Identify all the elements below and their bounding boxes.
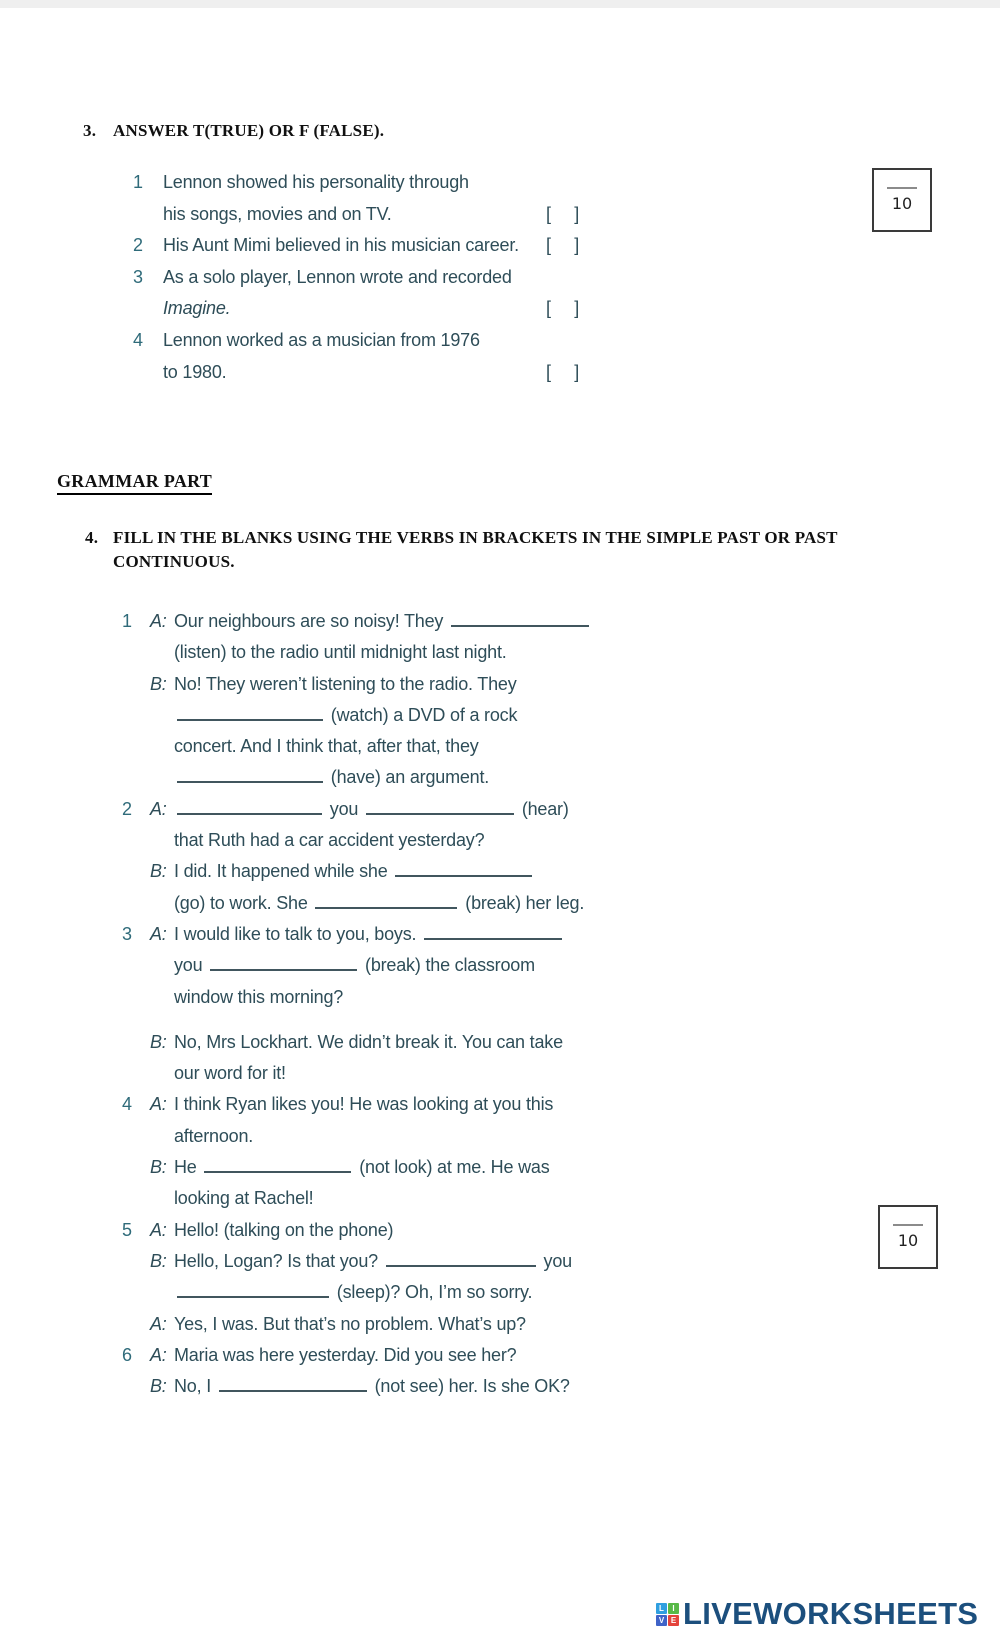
text-segment: you bbox=[538, 1250, 572, 1271]
speaker-label bbox=[150, 1183, 174, 1214]
fill-in-blank[interactable] bbox=[386, 1252, 536, 1267]
speaker-label bbox=[150, 637, 174, 668]
dialogue-row bbox=[110, 1371, 700, 1402]
dialogue-row bbox=[110, 1089, 700, 1120]
text-segment: Hello! (talking on the phone) bbox=[174, 1219, 394, 1240]
liveworksheets-logo[interactable] bbox=[656, 1596, 978, 1632]
text-segment: (not look) at me. He was bbox=[354, 1157, 550, 1178]
dialogue-text bbox=[174, 919, 700, 950]
item-number bbox=[110, 888, 150, 919]
bracket-open: [ bbox=[546, 298, 551, 319]
score-box-grammar bbox=[878, 1205, 938, 1269]
answer-brackets[interactable] bbox=[546, 293, 579, 325]
speaker-label bbox=[150, 825, 174, 856]
score-max: 10 bbox=[891, 194, 913, 213]
item-number bbox=[110, 856, 150, 887]
item-number bbox=[110, 762, 150, 793]
question4-title: FILL IN THE BLANKS USING THE VERBS IN BRACKETS IN THE SIMPLE PAST OR PAST CONTINUOUS. bbox=[113, 528, 838, 571]
dialogue-row bbox=[110, 825, 700, 856]
speaker-label bbox=[150, 888, 174, 919]
text-segment: (watch) a DVD of a rock bbox=[326, 704, 518, 725]
dialogue-text bbox=[174, 637, 700, 668]
bracket-close: ] bbox=[574, 203, 579, 224]
dialogue-text bbox=[174, 1121, 700, 1152]
text-segment: Hello, Logan? Is that you? bbox=[174, 1250, 383, 1271]
text-segment: Yes, I was. But that’s no problem. What’s up? bbox=[174, 1313, 526, 1334]
dialogue-text bbox=[174, 1371, 700, 1402]
fill-in-blank[interactable] bbox=[204, 1158, 351, 1173]
bracket-close: ] bbox=[574, 298, 579, 319]
text-segment: (have) an argument. bbox=[326, 767, 490, 788]
speaker-label bbox=[150, 1121, 174, 1152]
logo-letter-square: L bbox=[656, 1603, 667, 1614]
fill-in-blank[interactable] bbox=[177, 800, 322, 815]
fill-in-blank[interactable] bbox=[315, 894, 457, 909]
dialogue-text bbox=[174, 1089, 700, 1120]
speaker-label bbox=[150, 1058, 174, 1089]
speaker-label bbox=[150, 982, 174, 1013]
score-max: 10 bbox=[897, 1231, 919, 1250]
answer-brackets[interactable] bbox=[546, 230, 579, 262]
text-segment: you bbox=[325, 798, 364, 819]
dialogue-text bbox=[174, 700, 700, 731]
text-segment: (sleep)? Oh, I’m so sorry. bbox=[332, 1282, 533, 1303]
text-segment: (go) to work. She bbox=[174, 892, 313, 913]
dialogue-row bbox=[110, 1183, 700, 1214]
statement-text: Lennon showed his personality through bbox=[163, 172, 469, 192]
text-segment: Maria was here yesterday. Did you see her? bbox=[174, 1344, 517, 1365]
dialogue-row bbox=[110, 1058, 700, 1089]
dialogue-row bbox=[110, 762, 700, 793]
speaker-label: B: bbox=[150, 1250, 167, 1271]
speaker-label bbox=[150, 762, 174, 793]
text-segment: that Ruth had a car accident yesterday? bbox=[174, 830, 485, 851]
answer-brackets[interactable] bbox=[546, 357, 579, 389]
dialogue-text bbox=[174, 950, 700, 981]
dialogue-row bbox=[110, 919, 700, 950]
speaker-label: B: bbox=[150, 1157, 167, 1178]
logo-letter-square: I bbox=[668, 1603, 679, 1614]
dialogue-text bbox=[174, 1246, 700, 1277]
text-segment: No, I bbox=[174, 1376, 216, 1397]
text-segment: looking at Rachel! bbox=[174, 1188, 314, 1209]
dialogue-row bbox=[110, 700, 700, 731]
dialogue-text bbox=[174, 1183, 700, 1214]
dialogue-row bbox=[110, 1246, 700, 1277]
dialogue-text bbox=[174, 1058, 700, 1089]
item-number bbox=[110, 982, 150, 1013]
question4-number: 4. bbox=[85, 528, 99, 547]
fill-in-blank[interactable] bbox=[177, 769, 323, 784]
logo-letter-square: V bbox=[656, 1615, 667, 1626]
text-segment: you bbox=[174, 955, 208, 976]
item-number: 6 bbox=[122, 1344, 132, 1365]
item-number: 3 bbox=[122, 923, 132, 944]
dialogue-row bbox=[110, 1340, 700, 1371]
speaker-label: B: bbox=[150, 1376, 167, 1397]
speaker-label: B: bbox=[150, 861, 167, 882]
fill-in-blank[interactable] bbox=[177, 706, 323, 721]
text-segment: (listen) to the radio until midnight last night. bbox=[174, 642, 507, 663]
item-number: 5 bbox=[122, 1219, 132, 1240]
statement-text: his songs, movies and on TV. bbox=[163, 203, 392, 224]
dialogue-row bbox=[110, 1277, 700, 1308]
dialogue-text bbox=[174, 1309, 700, 1340]
fill-in-blank[interactable] bbox=[210, 956, 357, 971]
statement-text: As a solo player, Lennon wrote and recorded bbox=[163, 266, 512, 287]
text-segment: afternoon. bbox=[174, 1125, 254, 1146]
speaker-label bbox=[150, 950, 174, 981]
dialogue-row bbox=[110, 669, 700, 700]
text-segment: (break) the classroom bbox=[360, 955, 535, 976]
dialogue-text bbox=[174, 731, 700, 762]
liveworksheets-logo-icon bbox=[656, 1603, 679, 1626]
statement-text: to 1980. bbox=[163, 361, 227, 382]
item-number bbox=[110, 1058, 150, 1089]
dialogue-row bbox=[110, 1215, 700, 1246]
true-false-row bbox=[120, 357, 680, 389]
dialogue-text bbox=[174, 606, 700, 637]
section3-title: ANSWER T(TRUE) OR F (FALSE). bbox=[113, 121, 385, 140]
dialogue-row bbox=[110, 794, 700, 825]
item-number bbox=[120, 199, 163, 231]
dialogue-text bbox=[174, 1215, 700, 1246]
fill-in-blank[interactable] bbox=[219, 1377, 367, 1392]
item-number: 3 bbox=[133, 266, 143, 287]
dialogue-text bbox=[174, 856, 700, 887]
dialogue-text bbox=[174, 888, 700, 919]
text-segment: No, Mrs Lockhart. We didn’t break it. You can take bbox=[174, 1031, 563, 1052]
speaker-label bbox=[150, 1277, 174, 1308]
bracket-open: [ bbox=[546, 361, 551, 382]
dialogue-row bbox=[110, 888, 700, 919]
item-number bbox=[110, 1121, 150, 1152]
dialogue-row bbox=[110, 1027, 700, 1058]
text-segment: concert. And I think that, after that, they bbox=[174, 736, 479, 757]
speaker-label: A: bbox=[150, 798, 167, 819]
dialogue-row bbox=[110, 637, 700, 668]
item-number: 4 bbox=[122, 1094, 132, 1115]
bracket-open: [ bbox=[546, 203, 551, 224]
grammar-part-heading: GRAMMAR PART bbox=[57, 471, 212, 495]
dialogue-text bbox=[174, 1340, 700, 1371]
speaker-label: B: bbox=[150, 1031, 167, 1052]
page-top-edge bbox=[0, 0, 1000, 8]
true-false-row bbox=[120, 199, 680, 231]
text-segment: our word for it! bbox=[174, 1063, 286, 1084]
true-false-row bbox=[120, 230, 680, 262]
text-segment: He bbox=[174, 1157, 202, 1178]
fill-in-blank[interactable] bbox=[451, 612, 589, 627]
item-number bbox=[110, 1309, 150, 1340]
text-segment: Our neighbours are so noisy! They bbox=[174, 611, 449, 631]
dialogue-text bbox=[174, 1152, 700, 1183]
speaker-label: A: bbox=[150, 1313, 167, 1334]
dialogue-row bbox=[110, 982, 700, 1013]
text-segment: (hear) bbox=[517, 798, 569, 819]
true-false-list bbox=[120, 167, 680, 388]
bracket-close: ] bbox=[574, 361, 579, 382]
dialogue-row bbox=[110, 856, 700, 887]
item-number bbox=[110, 825, 150, 856]
item-number: 1 bbox=[133, 172, 143, 192]
dialogue-text bbox=[174, 825, 700, 856]
statement-text: Imagine. bbox=[163, 298, 231, 319]
true-false-row bbox=[120, 293, 680, 325]
item-number bbox=[110, 731, 150, 762]
logo-letter-square: E bbox=[668, 1615, 679, 1626]
text-segment: (break) her leg. bbox=[460, 892, 585, 913]
dialogue-text bbox=[174, 1277, 700, 1308]
item-number bbox=[110, 700, 150, 731]
text-segment: (not see) her. Is she OK? bbox=[369, 1376, 570, 1397]
item-number bbox=[110, 669, 150, 700]
fill-in-blank[interactable] bbox=[424, 925, 562, 940]
dialogue-text bbox=[174, 982, 700, 1013]
item-number bbox=[110, 1027, 150, 1058]
item-number bbox=[110, 1246, 150, 1277]
dialogue-row bbox=[110, 731, 700, 762]
dialogue-row bbox=[110, 606, 700, 637]
item-number bbox=[110, 1152, 150, 1183]
dialogue-text bbox=[174, 1027, 700, 1058]
dialogue-text bbox=[174, 762, 700, 793]
fill-in-blank[interactable] bbox=[395, 862, 532, 877]
liveworksheets-wordmark: LIVEWORKSHEETS bbox=[683, 1596, 979, 1631]
item-number bbox=[120, 293, 163, 325]
section3-number: 3. bbox=[83, 121, 97, 140]
section3-header bbox=[83, 121, 384, 141]
score-blank-line[interactable] bbox=[893, 1224, 923, 1226]
speaker-label: A: bbox=[150, 1344, 167, 1365]
answer-brackets[interactable] bbox=[546, 199, 579, 231]
dialogue-row bbox=[110, 1309, 700, 1340]
item-number bbox=[110, 950, 150, 981]
fill-in-blank[interactable] bbox=[177, 1283, 329, 1298]
item-number: 4 bbox=[133, 329, 143, 350]
question4-header bbox=[85, 526, 855, 574]
item-number bbox=[110, 1277, 150, 1308]
dialogue-row bbox=[110, 950, 700, 981]
item-number: 1 bbox=[122, 611, 132, 631]
true-false-row bbox=[120, 167, 680, 199]
speaker-label: A: bbox=[150, 1094, 167, 1115]
speaker-label: B: bbox=[150, 673, 167, 694]
text-segment: No! They weren’t listening to the radio. They bbox=[174, 673, 517, 694]
speaker-label bbox=[150, 700, 174, 731]
text-segment: I would like to talk to you, boys. bbox=[174, 923, 422, 944]
dialogue-row bbox=[110, 1152, 700, 1183]
bracket-close: ] bbox=[574, 235, 579, 256]
true-false-row bbox=[120, 325, 680, 357]
text-segment: I think Ryan likes you! He was looking at you this bbox=[174, 1094, 554, 1115]
statement-text: Lennon worked as a musician from 1976 bbox=[163, 329, 480, 350]
dialogue-text bbox=[174, 794, 700, 825]
dialogue-row bbox=[110, 1121, 700, 1152]
bracket-open: [ bbox=[546, 235, 551, 256]
item-number bbox=[120, 357, 163, 389]
grammar-exercise-list bbox=[110, 606, 700, 1402]
score-blank-line[interactable] bbox=[887, 187, 917, 189]
statement-text: His Aunt Mimi believed in his musician career. bbox=[163, 235, 519, 256]
speaker-label: A: bbox=[150, 1219, 167, 1240]
dialogue-text bbox=[174, 669, 700, 700]
item-number: 2 bbox=[133, 235, 143, 256]
true-false-row bbox=[120, 262, 680, 294]
text-segment: I did. It happened while she bbox=[174, 861, 393, 882]
speaker-label: A: bbox=[150, 611, 167, 631]
item-number bbox=[110, 637, 150, 668]
text-segment: window this morning? bbox=[174, 986, 344, 1007]
item-number: 2 bbox=[122, 798, 132, 819]
item-number bbox=[110, 1183, 150, 1214]
speaker-label: A: bbox=[150, 923, 167, 944]
item-number bbox=[110, 1371, 150, 1402]
speaker-label bbox=[150, 731, 174, 762]
fill-in-blank[interactable] bbox=[366, 800, 514, 815]
score-box-reading bbox=[872, 168, 932, 232]
